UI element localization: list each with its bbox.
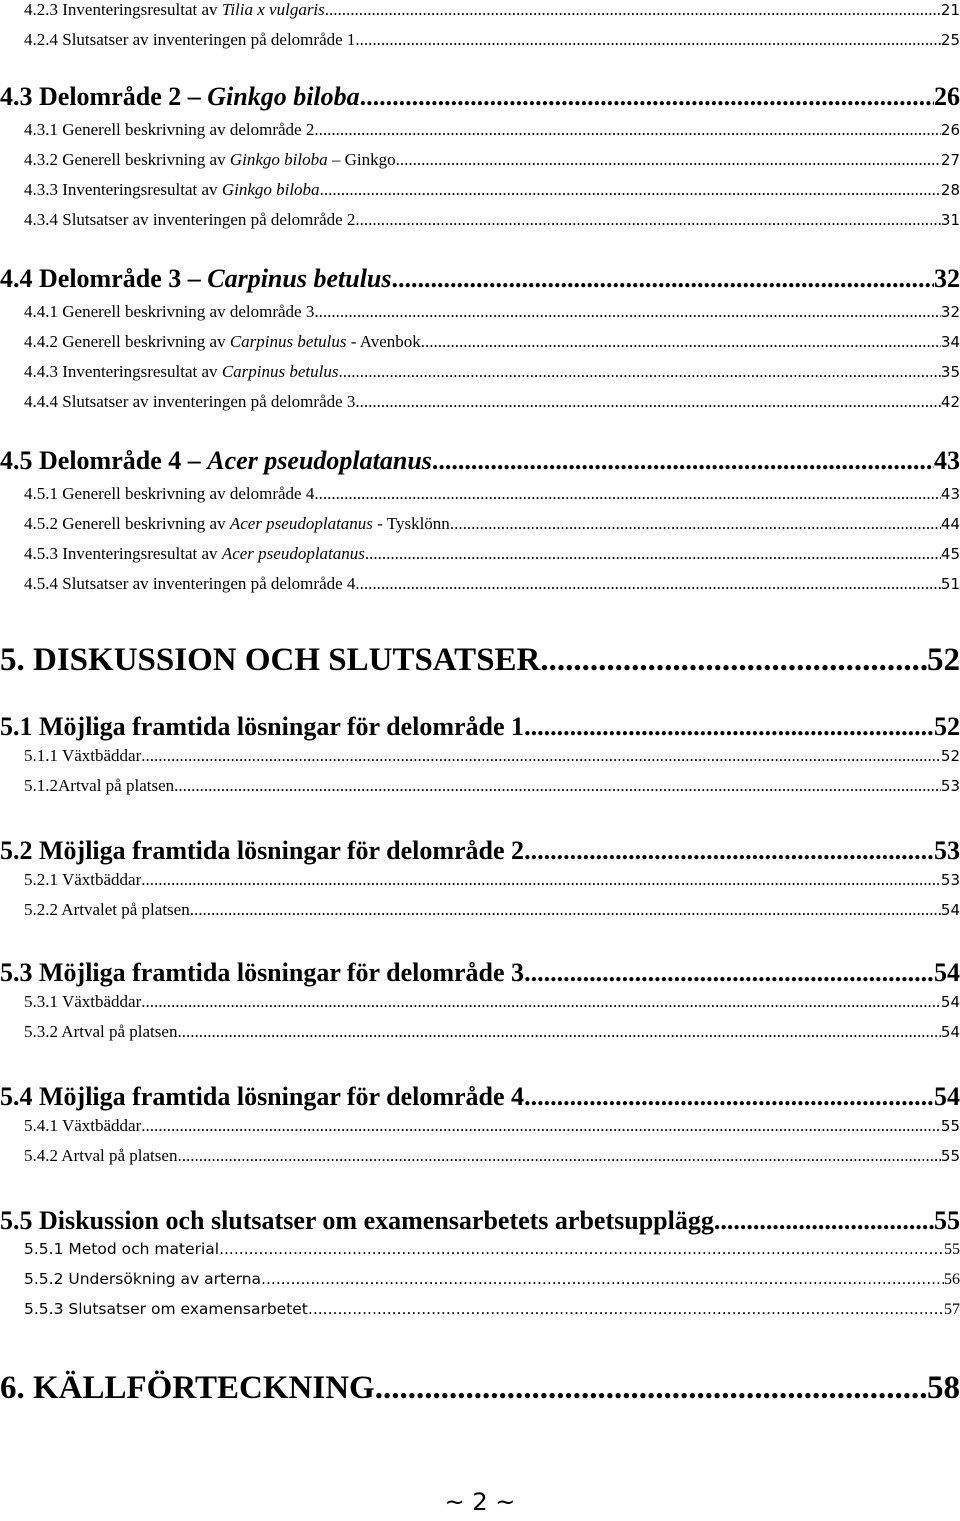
species-name: Carpinus betulus: [207, 264, 392, 293]
toc-entry-title: 5.2.2 Artvalet på platsen: [24, 900, 190, 919]
toc-page-number: 42: [940, 393, 960, 411]
toc-page-number: 32: [940, 303, 960, 321]
dot-leader: [540, 642, 927, 679]
dot-leader: [141, 870, 941, 890]
toc-entry-title: 4.4.4 Slutsatser av inventeringen på delområde 3.: [24, 392, 360, 411]
toc-entry-title: 5.5.1 Metod och material: [24, 1240, 220, 1258]
dot-leader: [261, 1270, 944, 1288]
toc-entry[interactable]: [24, 900, 960, 920]
dot-leader: [219, 1240, 944, 1258]
toc-page-number: 52: [927, 642, 960, 678]
dot-leader: [141, 746, 941, 766]
toc-entry-title: 5. DISKUSSION OCH SLUTSATSER: [0, 642, 541, 678]
toc-page-number: 32: [934, 264, 960, 293]
toc-entry-title: 4.2.3 Inventeringsresultat av Tilia x vulgaris: [24, 0, 325, 19]
toc-entry[interactable]: [0, 264, 960, 294]
toc-entry[interactable]: [0, 82, 960, 112]
toc-entry[interactable]: [24, 1270, 960, 1289]
dot-leader: [319, 120, 941, 140]
species-name: Carpinus betulus: [221, 362, 339, 381]
toc-entry-title: 4.4.2 Generell beskrivning av Carpinus betulus - Avenbok: [24, 332, 421, 351]
toc-entry-title: 5.2 Möjliga framtida lösningar för delområde 2: [0, 836, 525, 865]
toc-entry[interactable]: [24, 30, 960, 50]
toc-page-number: 28: [940, 181, 960, 199]
toc-entry[interactable]: [24, 180, 960, 200]
toc-page-number: 54: [940, 993, 960, 1011]
dot-leader: [177, 1022, 940, 1042]
dot-leader: [400, 150, 941, 170]
toc-entry[interactable]: [24, 574, 960, 594]
toc-entry[interactable]: [0, 446, 960, 476]
toc-entry-title: 4.5.2 Generell beskrivning av Acer pseudoplatanus - Tysklönn: [24, 514, 450, 533]
toc-page-number: 53: [940, 871, 960, 889]
toc-entry[interactable]: [24, 302, 960, 322]
toc-entry[interactable]: [24, 1116, 960, 1136]
toc-entry[interactable]: [24, 362, 960, 382]
toc-entry-title: 5.4.2 Artval på platsen: [24, 1146, 178, 1165]
toc-entry-title: 4.5.4 Slutsatser av inventeringen på delområde 4.: [24, 574, 360, 593]
toc-page-number: 54: [934, 1082, 960, 1111]
toc-page-number: 34: [940, 333, 960, 351]
toc-entry-title: 5.1 Möjliga framtida lösningar för delområde 1: [0, 712, 525, 741]
toc-page-number: 26: [934, 82, 960, 111]
toc-page-number: 57: [944, 1301, 960, 1318]
toc-page-number: 44: [940, 515, 960, 533]
toc-entry[interactable]: [0, 836, 960, 866]
toc-page-number: 45: [940, 545, 960, 563]
toc-entry-title: 5.2.1 Växtbäddar: [24, 870, 142, 889]
toc-entry[interactable]: [24, 210, 960, 230]
page-number-footer: ~ 2 ~: [444, 1488, 516, 1516]
toc-page-number: 43: [934, 446, 960, 475]
toc-entry-title: 4.3.1 Generell beskrivning av delområde 2.: [24, 120, 319, 139]
toc-page-number: 55: [934, 1206, 960, 1235]
toc-entry-title: 4.5 Delområde 4 – Acer pseudoplatanus: [0, 446, 432, 475]
toc-entry[interactable]: [0, 712, 960, 742]
toc-entry-title: 4.3.4 Slutsatser av inventeringen på delområde 2.: [24, 210, 360, 229]
toc-entry[interactable]: [24, 1022, 960, 1042]
toc-entry[interactable]: [24, 1240, 960, 1259]
toc-page-number: 21: [940, 1, 960, 19]
toc-page-number: 35: [940, 363, 960, 381]
dot-leader: [360, 392, 941, 412]
toc-entry-title: 4.3.2 Generell beskrivning av Ginkgo biloba – Ginkgo.: [24, 150, 400, 169]
toc-entry-title: 5.3.2 Artval på platsen: [24, 1022, 178, 1041]
toc-page-number: 55: [944, 1241, 960, 1258]
toc-page-number: 58: [927, 1370, 960, 1406]
dot-leader: [432, 446, 934, 476]
dot-leader: [141, 1116, 941, 1136]
dot-leader: [365, 544, 941, 564]
toc-entry[interactable]: [24, 992, 960, 1012]
dot-leader: [375, 1370, 927, 1407]
toc-page-number: 54: [940, 1023, 960, 1041]
dot-leader: [524, 1082, 934, 1112]
toc-page-number: 31: [940, 211, 960, 229]
dot-leader: [450, 514, 941, 534]
toc-entry-title: 4.4 Delområde 3 – Carpinus betulus: [0, 264, 392, 293]
toc-page-number: 54: [934, 958, 960, 987]
toc-entry-title: 4.2.4 Slutsatser av inventeringen på delområde 1.: [24, 30, 360, 49]
dot-leader: [524, 712, 934, 742]
toc-entry[interactable]: [24, 1146, 960, 1166]
dot-leader: [190, 900, 941, 920]
toc-entry-title: 4.3.3 Inventeringsresultat av Ginkgo biloba: [24, 180, 320, 199]
toc-entry-title: 6. KÄLLFÖRTECKNING: [0, 1370, 375, 1406]
toc-entry-title: 5.4.1 Växtbäddar: [24, 1116, 142, 1135]
species-name: Tilia x vulgaris: [221, 0, 325, 19]
toc-page-number: 52: [934, 712, 960, 741]
toc-entry[interactable]: [0, 642, 960, 679]
dot-leader: [524, 958, 934, 988]
toc-entry[interactable]: [24, 392, 960, 412]
toc-page-number: 54: [940, 901, 960, 919]
dot-leader: [360, 82, 934, 112]
toc-entry[interactable]: [24, 332, 960, 352]
toc-page-number: 26: [940, 121, 960, 139]
toc-page-number: 51: [940, 575, 960, 593]
toc-entry[interactable]: [24, 746, 960, 766]
toc-entry[interactable]: [24, 514, 960, 534]
dot-leader: [524, 836, 934, 866]
dot-leader: [360, 30, 941, 50]
species-name: Acer pseudoplatanus: [207, 446, 432, 475]
toc-entry[interactable]: [0, 1206, 960, 1236]
dot-leader: [320, 180, 941, 200]
toc-entry-title: 5.4 Möjliga framtida lösningar för delområde 4: [0, 1082, 525, 1111]
dot-leader: [338, 362, 940, 382]
toc-page-number: 53: [934, 836, 960, 865]
dot-leader: [325, 0, 941, 20]
toc-page-number: 52: [940, 747, 960, 765]
toc-page-number: 55: [940, 1117, 960, 1135]
species-name: Ginkgo biloba: [229, 150, 328, 169]
toc-entry-title: 4.4.1 Generell beskrivning av delområde 3: [24, 302, 315, 321]
toc-entry[interactable]: [24, 0, 960, 20]
species-name: Ginkgo biloba: [207, 82, 360, 111]
toc-entry-title: 5.3 Möjliga framtida lösningar för delområde 3: [0, 958, 525, 987]
toc-entry-title: 5.3.1 Växtbäddar: [24, 992, 142, 1011]
toc-entry-title: 4.5.1 Generell beskrivning av delområde 4: [24, 484, 315, 503]
dot-leader: [314, 302, 941, 322]
toc-entry-title: 4.4.3 Inventeringsresultat av Carpinus betulus: [24, 362, 339, 381]
dot-leader: [360, 210, 941, 230]
dot-leader: [421, 332, 941, 352]
toc-entry[interactable]: [24, 776, 960, 796]
toc-entry[interactable]: [24, 1300, 960, 1319]
toc-entry[interactable]: [24, 544, 960, 564]
dot-leader: [314, 484, 941, 504]
species-name: Acer pseudoplatanus: [221, 544, 365, 563]
toc-entry-title: 5.5.3 Slutsatser om examensarbetet: [24, 1300, 308, 1318]
toc-page-number: 43: [940, 485, 960, 503]
dot-leader: [177, 1146, 940, 1166]
toc-entry-title: 4.3 Delområde 2 – Ginkgo biloba: [0, 82, 360, 111]
toc-page-number: 53: [940, 777, 960, 795]
toc-entry[interactable]: [24, 120, 960, 140]
toc-entry-title: 5.1.2Artval på platsen: [24, 776, 175, 795]
dot-leader: [141, 992, 941, 1012]
toc-entry[interactable]: [24, 150, 960, 170]
species-name: Acer pseudoplatanus: [229, 514, 373, 533]
dot-leader: [308, 1300, 944, 1318]
toc-entry[interactable]: [24, 870, 960, 890]
toc-entry[interactable]: [0, 1082, 960, 1112]
toc-entry[interactable]: [0, 1370, 960, 1407]
species-name: Ginkgo biloba: [221, 180, 320, 199]
toc-entry-title: 5.1.1 Växtbäddar: [24, 746, 142, 765]
toc-entry-title: 5.5.2 Undersökning av arterna: [24, 1270, 262, 1288]
dot-leader: [714, 1206, 934, 1236]
toc-entry-title: 5.5 Diskussion och slutsatser om examensarbetets arbetsupplägg: [0, 1206, 714, 1235]
toc-page-number: 55: [940, 1147, 960, 1165]
toc-entry[interactable]: [24, 484, 960, 504]
toc-page-number: 56: [944, 1271, 960, 1288]
toc-entry-title: 4.5.3 Inventeringsresultat av Acer pseudoplatanus: [24, 544, 365, 563]
toc-page-number: 25: [940, 31, 960, 49]
dot-leader: [392, 264, 935, 294]
species-name: Carpinus betulus: [229, 332, 347, 351]
dot-leader: [174, 776, 941, 796]
dot-leader: [360, 574, 941, 594]
toc-entry[interactable]: [0, 958, 960, 988]
toc-page-number: 27: [940, 151, 960, 169]
